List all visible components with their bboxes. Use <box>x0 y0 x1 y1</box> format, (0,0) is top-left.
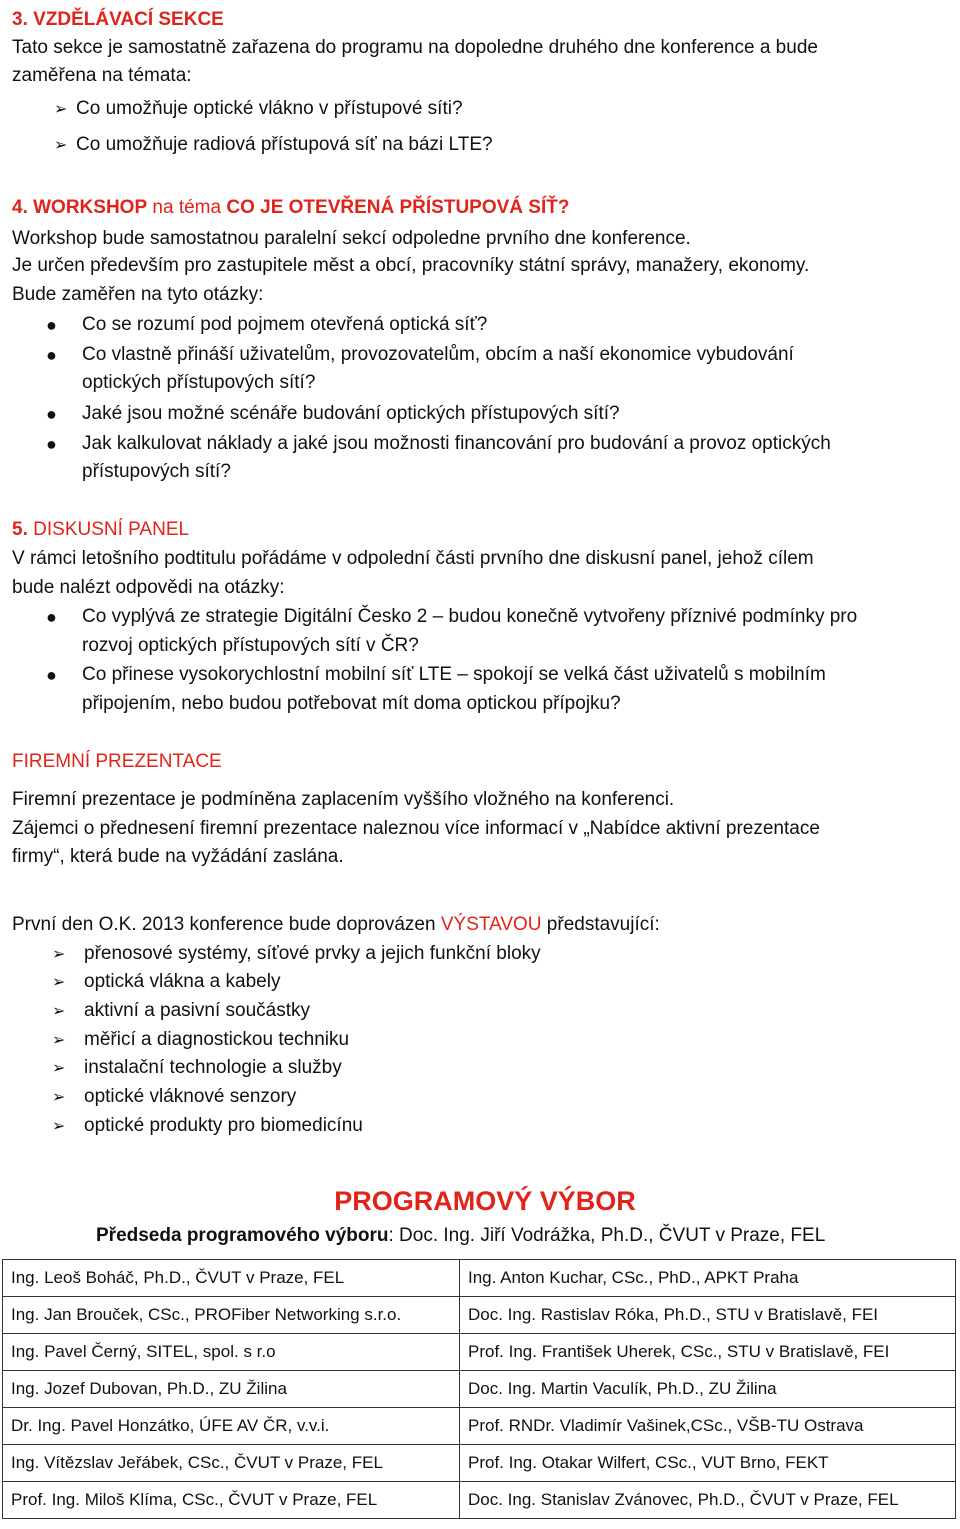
table-cell: Ing. Leoš Boháč, Ph.D., ČVUT v Praze, FEL <box>3 1260 460 1297</box>
table-row <box>3 1445 956 1482</box>
vystava-item: ➢ optické produkty pro biomedicínu <box>52 1115 363 1136</box>
table-row <box>3 1371 956 1408</box>
table-cell: Prof. Ing. František Uherek, CSc., STU v Bratislavě, FEI <box>460 1334 956 1371</box>
section-5-bullet-cont: připojením, nebo budou potřebovat mít doma optickou přípojku? <box>82 693 621 714</box>
vystava-item: ➢ optická vlákna a kabely <box>52 971 281 992</box>
section-3-heading: 3. VZDĚLÁVACÍ SEKCE <box>12 9 224 30</box>
section-4-bullet-cont: optických přístupových sítí? <box>82 372 316 393</box>
arrow-bullet-icon: ➢ <box>52 1089 66 1106</box>
section-4-line: Bude zaměřen na tyto otázky: <box>12 284 264 305</box>
table-row <box>3 1334 956 1371</box>
section-5-bullet-cont: rozvoj optických přístupových sítí v ČR? <box>82 635 419 656</box>
table-row <box>3 1482 956 1519</box>
table-row <box>3 1260 956 1297</box>
section-5-bullet: Co přinese vysokorychlostní mobilní síť LTE – spokojí se velká část uživatelů s mobilním <box>82 664 826 685</box>
arrow-bullet-icon: ➢ <box>54 137 68 154</box>
arrow-bullet-icon: ➢ <box>52 1118 66 1135</box>
bullet-icon: ● <box>46 345 57 365</box>
section-5-heading: 5. DISKUSNÍ PANEL <box>12 519 190 540</box>
section-4-bullet-cont: přístupových sítí? <box>82 461 231 482</box>
table-cell: Doc. Ing. Stanislav Zvánovec, Ph.D., ČVUT v Praze, FEL <box>460 1482 956 1519</box>
section-4-bullet: Jaké jsou možné scénáře budování optických přístupových sítí? <box>82 403 620 424</box>
arrow-bullet-icon: ➢ <box>52 1060 66 1077</box>
arrow-bullet-icon: ➢ <box>52 974 66 991</box>
vystava-item: ➢ přenosové systémy, síťové prvky a jejich funkční bloky <box>52 943 541 964</box>
section-4-line: Je určen především pro zastupitele měst a obcí, pracovníky státní správy, manažery, ekonomy. <box>12 255 810 276</box>
vystava-item: ➢ měřicí a diagnostickou techniku <box>52 1029 350 1050</box>
committee-chair: Předseda programového výboru: Doc. Ing. Jiří Vodrážka, Ph.D., ČVUT v Praze, FEL <box>96 1225 826 1246</box>
arrow-bullet-icon: ➢ <box>52 946 66 963</box>
bullet-icon: ● <box>46 434 57 454</box>
section-3-item: ➢ Co umožňuje optické vlákno v přístupové síti? <box>54 98 463 119</box>
section-5-bullet: Co vyplývá ze strategie Digitální Česko 2 – budou konečně vytvořeny příznivé podmínky pro <box>82 606 858 627</box>
arrow-bullet-icon: ➢ <box>52 1003 66 1020</box>
arrow-bullet-icon: ➢ <box>54 101 68 118</box>
section-3-intro-line2: zaměřena na témata: <box>12 65 192 86</box>
section-4-heading: 4. WORKSHOP na téma CO JE OTEVŘENÁ PŘÍSTUPOVÁ SÍŤ? <box>12 197 570 218</box>
bullet-icon: ● <box>46 315 57 335</box>
table-cell: Ing. Vítězslav Jeřábek, CSc., ČVUT v Praze, FEL <box>3 1445 460 1482</box>
section-4-bullet: Jak kalkulovat náklady a jaké jsou možnosti financování pro budování a provoz optických <box>82 433 831 454</box>
section-5-line: bude nalézt odpovědi na otázky: <box>12 577 285 598</box>
vystava-item: ➢ optické vláknové senzory <box>52 1086 297 1107</box>
table-row <box>3 1297 956 1334</box>
table-cell: Ing. Jan Brouček, CSc., PROFiber Networking s.r.o. <box>3 1297 460 1334</box>
table-cell: Dr. Ing. Pavel Honzátko, ÚFE AV ČR, v.v.i. <box>3 1408 460 1445</box>
table-row <box>3 1408 956 1445</box>
table-cell: Prof. RNDr. Vladimír Vašinek,CSc., VŠB-TU Ostrava <box>460 1408 956 1445</box>
committee-title: PROGRAMOVÝ VÝBOR <box>334 1186 636 1216</box>
bullet-icon: ● <box>46 607 57 627</box>
firemni-line: Firemní prezentace je podmíněna zaplacením vyššího vložného na konferenci. <box>12 789 675 810</box>
section-3-intro-line1: Tato sekce je samostatně zařazena do programu na dopoledne druhého dne konference a bude <box>12 37 818 58</box>
arrow-bullet-icon: ➢ <box>52 1032 66 1049</box>
table-cell: Doc. Ing. Martin Vaculík, Ph.D., ZU Žilina <box>460 1371 956 1408</box>
firemni-line: Zájemci o přednesení firemní prezentace naleznou více informací v „Nabídce aktivní prezentace <box>12 818 820 839</box>
bullet-icon: ● <box>46 404 57 424</box>
section-3-item: ➢ Co umožňuje radiová přístupová síť na bázi LTE? <box>54 134 493 155</box>
section-4-line: Workshop bude samostatnou paralelní sekcí odpoledne prvního dne konference. <box>12 228 691 249</box>
vystava-intro: První den O.K. 2013 konference bude doprovázen VÝSTAVOU představující: <box>12 914 660 935</box>
firemni-heading: FIREMNÍ PREZENTACE <box>12 751 222 772</box>
table-cell: Prof. Ing. Miloš Klíma, CSc., ČVUT v Praze, FEL <box>3 1482 460 1519</box>
table-cell: Ing. Anton Kuchar, CSc., PhD., APKT Praha <box>460 1260 956 1297</box>
section-4-bullet: Co se rozumí pod pojmem otevřená optická síť? <box>82 314 488 335</box>
vystava-item: ➢ instalační technologie a služby <box>52 1057 342 1078</box>
vystava-item: ➢ aktivní a pasivní součástky <box>52 1000 310 1021</box>
firemni-line: firmy“, která bude na vyžádání zaslána. <box>12 846 344 867</box>
section-4-bullet: Co vlastně přináší uživatelům, provozovatelům, obcím a naší ekonomice vybudování <box>82 344 794 365</box>
bullet-icon: ● <box>46 665 57 685</box>
table-cell: Ing. Pavel Černý, SITEL, spol. s r.o <box>3 1334 460 1371</box>
section-5-line: V rámci letošního podtitulu pořádáme v odpolední části prvního dne diskusní panel, jehož cílem <box>12 548 814 569</box>
committee-table <box>2 1259 956 1519</box>
table-cell: Prof. Ing. Otakar Wilfert, CSc., VUT Brno, FEKT <box>460 1445 956 1482</box>
table-cell: Ing. Jozef Dubovan, Ph.D., ZU Žilina <box>3 1371 460 1408</box>
table-cell: Doc. Ing. Rastislav Róka, Ph.D., STU v Bratislavě, FEI <box>460 1297 956 1334</box>
